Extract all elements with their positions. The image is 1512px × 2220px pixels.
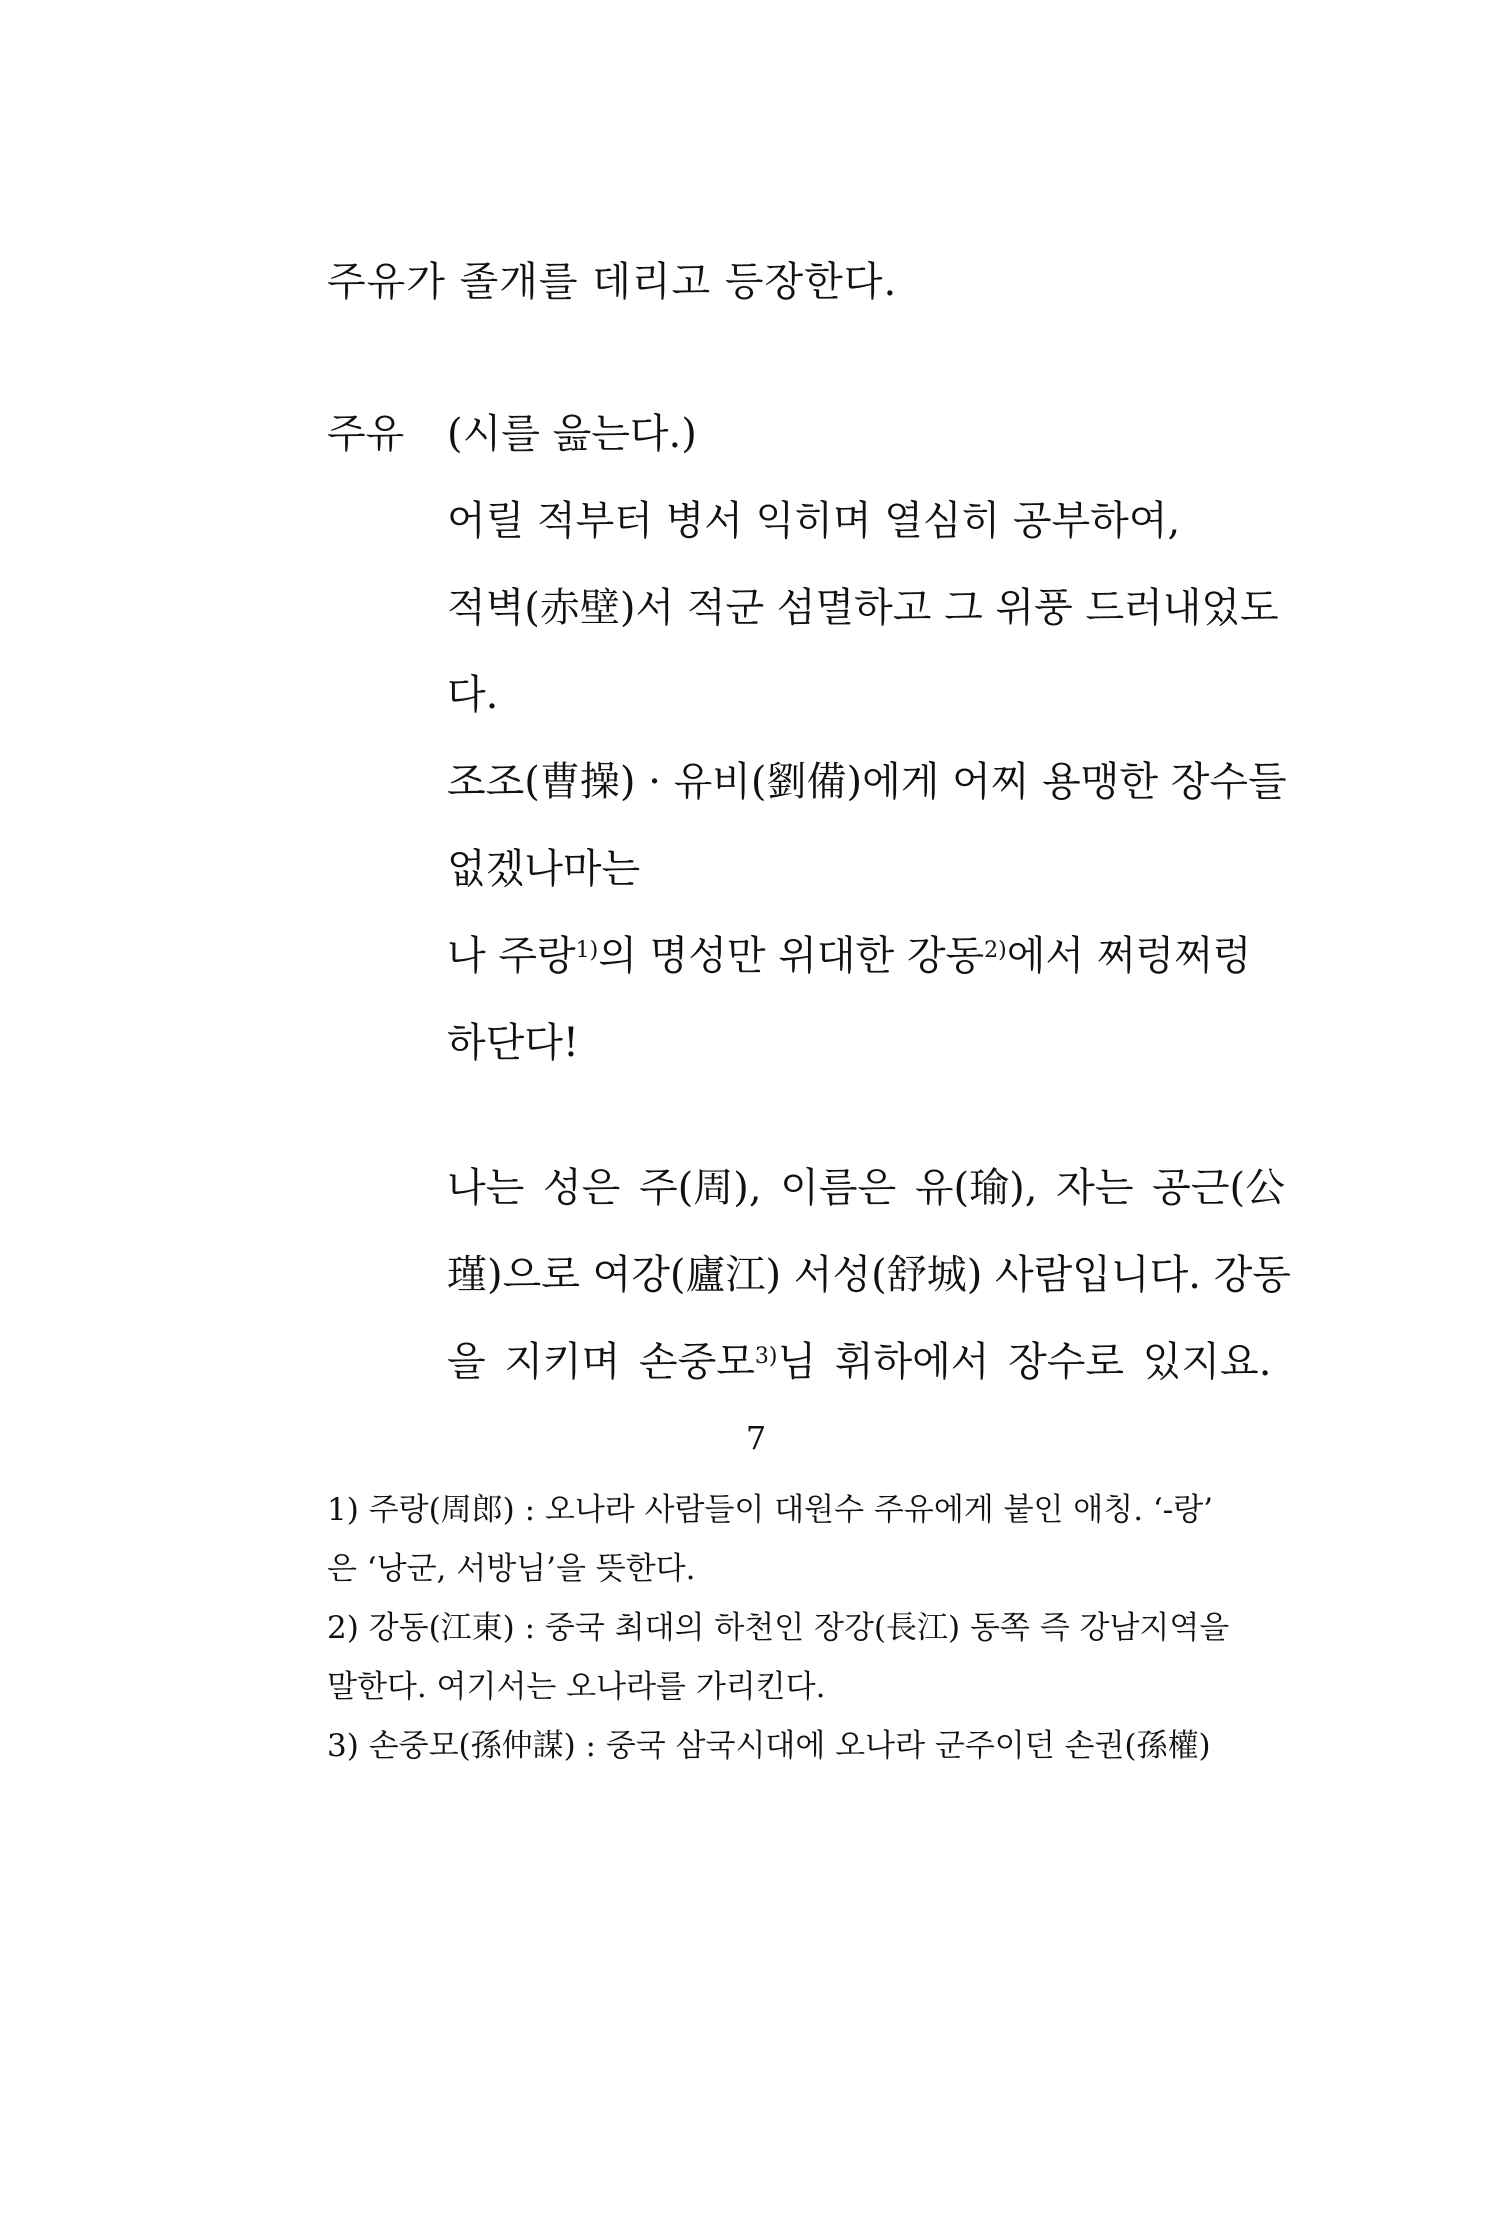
text-segment: 의 명성만 위대한 강동 xyxy=(598,933,985,979)
poem-line: 어릴 적부터 병서 익히며 열심히 공부하여, xyxy=(447,498,1181,544)
poem-line: 다. xyxy=(447,672,499,718)
footnote-reference: 1) xyxy=(575,938,599,963)
footnotes xyxy=(327,1488,1247,1783)
poem-line: 없겠나마는 xyxy=(447,846,641,892)
prose-line: 나는 성은 주(周), 이름은 유(瑜), 자는 공근(公 xyxy=(447,1165,1286,1211)
text-segment: 나 주랑 xyxy=(447,933,576,979)
page-number: 7 xyxy=(745,1419,767,1457)
stanza-gap xyxy=(447,1100,1247,1158)
stage-direction-inline: (시를 읊는다.) xyxy=(447,411,697,457)
prose-line: 瑾)으로 여강(廬江) 서성(舒城) 사람입니다. 강동 xyxy=(447,1252,1291,1298)
footnote-line: 2) 강동(江東) : 중국 최대의 하천인 장강(長江) 동쪽 즉 강남지역을 xyxy=(327,1610,1230,1646)
poem-line: 하단다! xyxy=(447,1020,579,1066)
footnote-line: 1) 주랑(周郎) : 오나라 사람들이 대원수 주유에게 붙인 애칭. ‘-랑’ xyxy=(327,1492,1214,1528)
footnote-line: 3) 손중모(孫仲謀) : 중국 삼국시대에 오나라 군주이던 손권(孫權) xyxy=(327,1728,1211,1764)
footnote-reference: 2) xyxy=(984,938,1007,963)
poem-line: 적벽(赤壁)서 적군 섬멸하고 그 위풍 드러내었도 xyxy=(447,585,1279,631)
dialogue xyxy=(447,404,1291,1419)
poem-line: 조조(曹操) · 유비(劉備)에게 어찌 용맹한 장수들 xyxy=(447,759,1287,805)
poem-line-with-footnotes xyxy=(447,926,1252,1013)
text-segment: 님 휘하에서 장수로 있지요. xyxy=(777,1339,1272,1385)
prose-line-with-footnote xyxy=(447,1332,1272,1419)
footnote-line: 은 ‘낭군, 서방님’을 뜻한다. xyxy=(327,1551,696,1587)
stage-direction: 주유가 졸개를 데리고 등장한다. xyxy=(327,259,898,305)
text-segment: 을 지키며 손중모 xyxy=(447,1339,755,1385)
footnote-reference: 3) xyxy=(754,1344,778,1369)
footnote-line: 말한다. 여기서는 오나라를 가리킨다. xyxy=(327,1669,826,1705)
text-segment: 에서 쩌렁쩌렁 xyxy=(1006,933,1252,979)
speaker-name: 주유 xyxy=(327,411,405,457)
